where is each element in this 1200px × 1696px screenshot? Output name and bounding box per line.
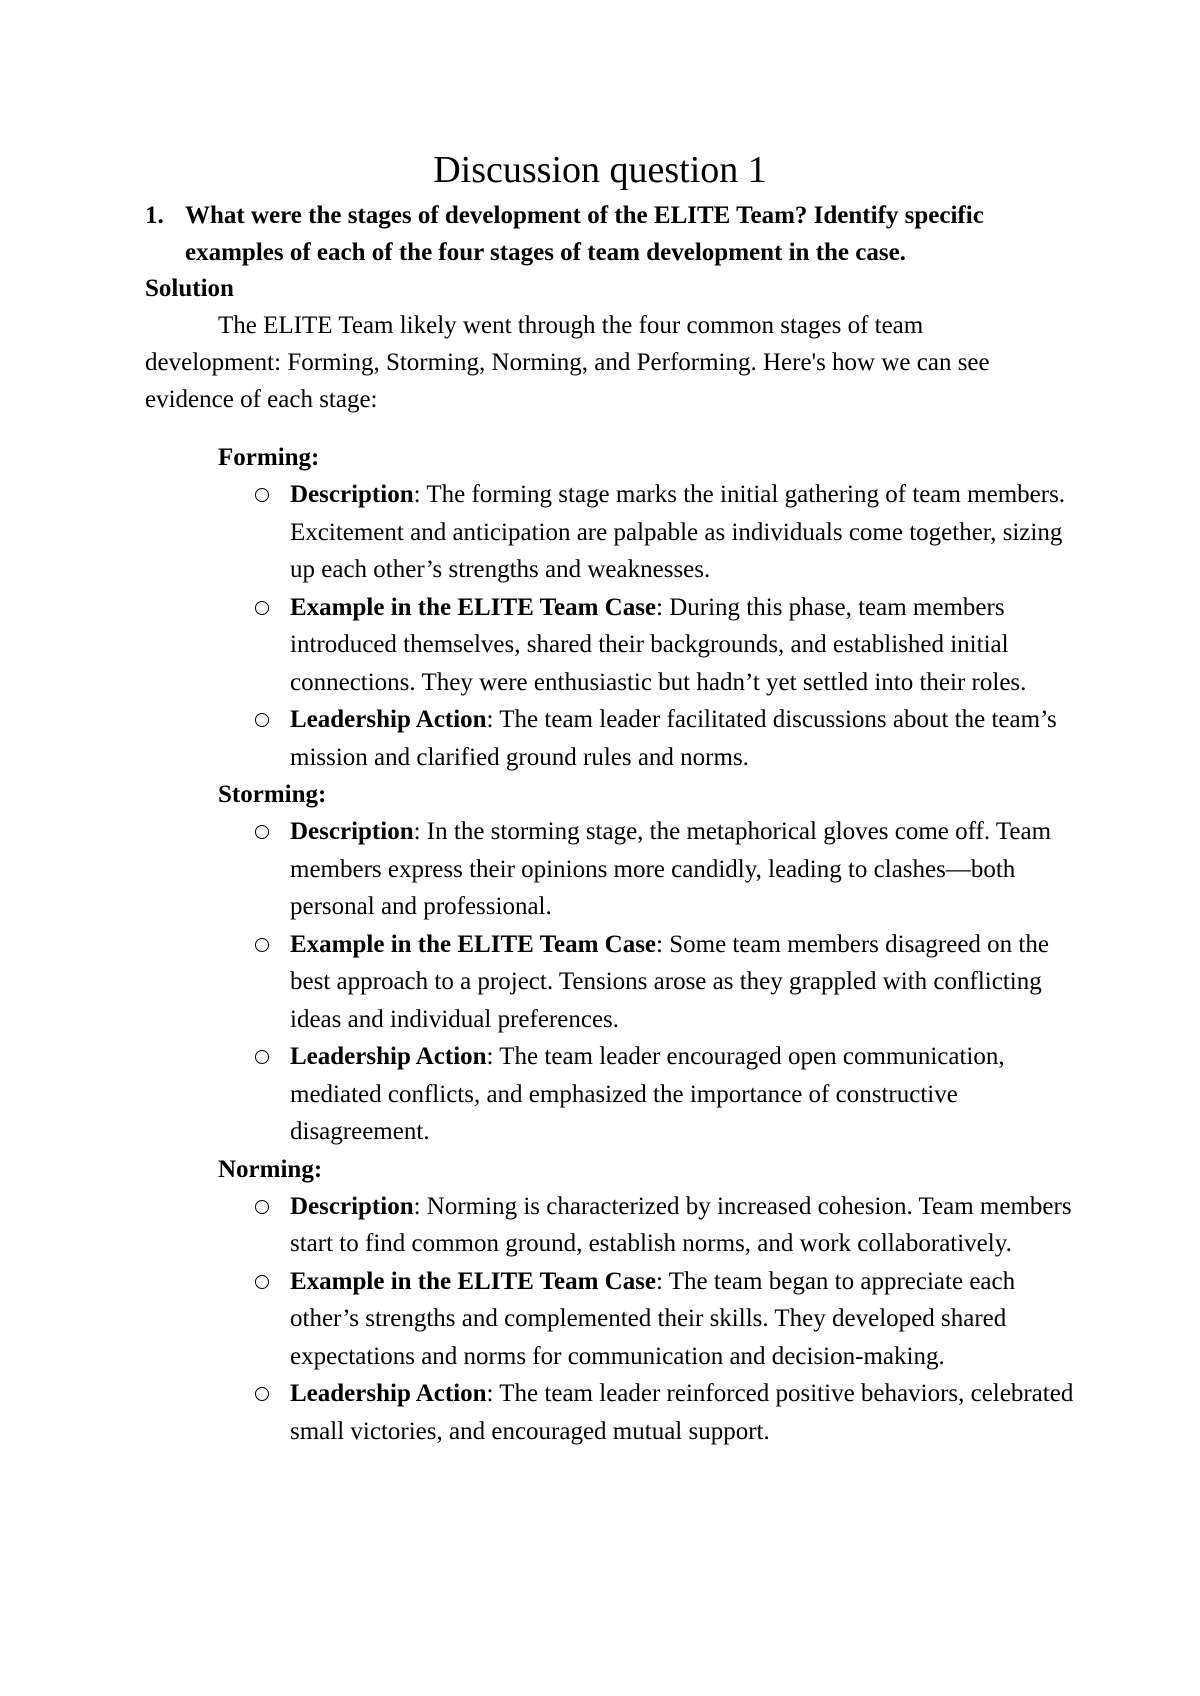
stage-item (218, 1375, 1088, 1450)
stage-storming (218, 776, 1088, 1151)
item-text: : The team leader facilitated discussions about the team’s mission and clarified ground rules and norms. (290, 706, 1057, 771)
stage-heading: Norming: (218, 1155, 323, 1183)
question-text: What were the stages of development of the ELITE Team? Identify specific examples of each of the four stages of team development in the case. (185, 202, 984, 266)
question-number: 1. (145, 202, 164, 229)
stage-heading: Forming: (218, 444, 320, 471)
intro-paragraph: The ELITE Team likely went through the four common stages of team development: Forming, Storming, Norming, and Performing. Here's how we can see evidence of each stage: (145, 312, 990, 413)
stage-item (218, 1188, 1088, 1263)
stages-list (218, 439, 1088, 1450)
stage-item (218, 1038, 1088, 1151)
circle-bullet-icon (255, 938, 269, 952)
stage-heading: Storming: (218, 781, 327, 808)
question (145, 197, 1085, 271)
stage-item (218, 476, 1088, 589)
stage-item (218, 926, 1088, 1039)
circle-bullet-icon (255, 1275, 269, 1289)
circle-bullet-icon (255, 1387, 269, 1401)
item-text: : The team leader reinforced positive behaviors, celebrated small victories, and encouraged mutual support. (290, 1380, 1074, 1445)
item-label: Leadership Action (290, 1043, 487, 1070)
item-label: Description (290, 818, 414, 845)
circle-bullet-icon (255, 825, 269, 839)
item-label: Description (290, 1192, 414, 1220)
circle-bullet-icon (255, 1200, 269, 1214)
item-label: Leadership Action (290, 1380, 487, 1407)
item-text: : The team leader encouraged open communication, mediated conflicts, and emphasized the importance of constructive disagreement. (290, 1043, 1005, 1145)
item-text: : During this phase, team members introduced themselves, shared their backgrounds, and established initial connections. They were enthusiastic but hadn’t yet settled into their roles. (290, 593, 1027, 696)
item-text: : Some team members disagreed on the best approach to a project. Tensions arose as they grappled with conflicting ideas and individual preferences. (290, 930, 1049, 1033)
item-label: Example in the ELITE Team Case (290, 930, 657, 958)
circle-bullet-icon (255, 488, 269, 502)
item-text: : In the storming stage, the metaphorical gloves come off. Team members express their opinions more candidly, leading to clashes—both personal and professional. (290, 818, 1052, 920)
circle-bullet-icon (255, 1050, 269, 1064)
stage-norming (218, 1151, 1088, 1451)
stage-item (218, 701, 1088, 776)
solution-label: Solution (145, 275, 234, 302)
item-text: : The forming stage marks the initial gathering of team members. Excitement and anticipation are palpable as individuals come together, sizing up each other’s strengths and weaknesses. (290, 481, 1066, 583)
item-label: Description (290, 481, 414, 508)
stage-item (218, 813, 1088, 926)
item-label: Example in the ELITE Team Case (290, 593, 657, 621)
page-title: Discussion question 1 (433, 149, 767, 191)
item-label: Leadership Action (290, 706, 487, 733)
circle-bullet-icon (255, 713, 269, 727)
circle-bullet-icon (255, 601, 269, 615)
stage-item (218, 589, 1088, 702)
item-text: : Norming is characterized by increased cohesion. Team members start to find common ground, establish norms, and work collaboratively. (290, 1192, 1072, 1257)
stage-forming (218, 439, 1088, 776)
item-text: : The team began to appreciate each other’s strengths and complemented their skills. They developed shared expectations and norms for communication and decision-making. (290, 1267, 1016, 1370)
stage-item (218, 1263, 1088, 1376)
item-label: Example in the ELITE Team Case (290, 1267, 657, 1295)
